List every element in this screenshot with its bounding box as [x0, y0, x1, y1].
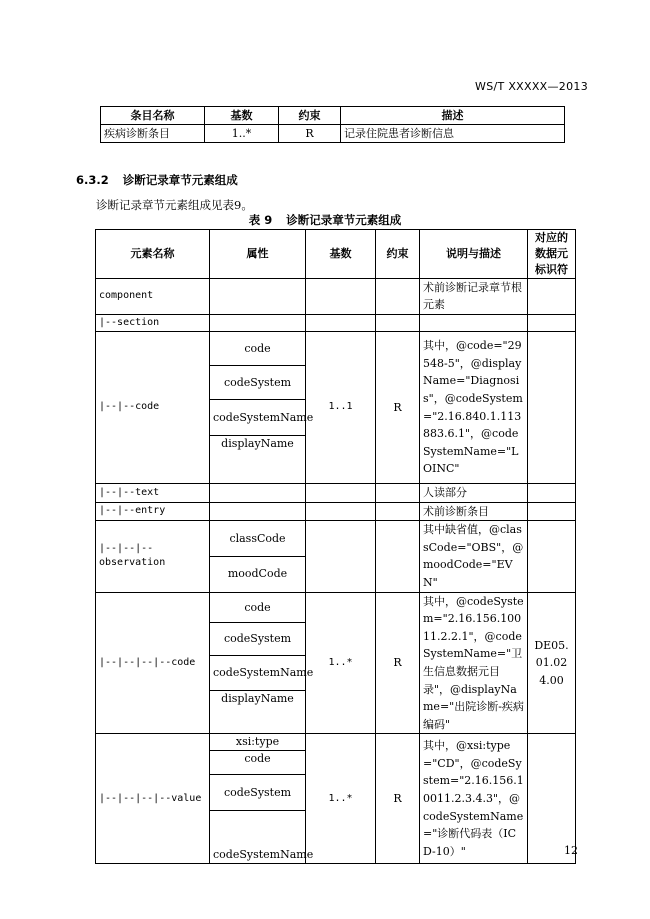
cell-attribute: moodCode — [210, 556, 306, 592]
cell-cardinality: 1..* — [205, 125, 279, 143]
table-caption — [0, 212, 650, 228]
col-constraint: 约束 — [279, 107, 341, 125]
element-table-header — [96, 230, 576, 279]
cell-attribute: codeSystemName — [210, 400, 306, 436]
cell-element-name: |--|--|--|--code — [96, 592, 210, 734]
cell-element-name: |--|--|--|--value — [96, 734, 210, 864]
cell-description: 人读部分 — [420, 484, 528, 503]
cell-attribute: displayName — [210, 436, 306, 484]
cell-description: 其中缺省值，@classCode="OBS"，@moodCode="EVN" — [420, 521, 528, 592]
col-description: 描述 — [341, 107, 565, 125]
table-row — [96, 521, 576, 557]
table-row — [96, 315, 576, 332]
col-data-element-id: 对应的数据元标识符 — [528, 230, 576, 279]
cell-attribute: codeSystem — [210, 366, 306, 400]
cell-attribute: code — [210, 592, 306, 623]
element-table — [95, 229, 576, 864]
cell-data-element-id: DE05.01.024.00 — [528, 592, 576, 734]
cell-element-name: |--|--|--observation — [96, 521, 210, 592]
col-constraint: 约束 — [376, 230, 420, 279]
col-cardinality: 基数 — [205, 107, 279, 125]
table-row — [101, 125, 565, 143]
table-row — [96, 734, 576, 751]
cell-attribute: xsi:type — [210, 734, 306, 751]
cell-attribute: classCode — [210, 521, 306, 557]
cell-cardinality: 1..* — [306, 734, 376, 864]
cell-description: 其中，@codeSystem="2.16.156.10011.2.2.1"，@codeSystemName="卫生信息数据元目录"，@displayName="出院诊断-疾病编码" — [420, 592, 528, 734]
page-number: 12 — [564, 844, 578, 857]
section-number: 6.3.2 — [76, 173, 109, 187]
cell-element-name: |--section — [96, 315, 210, 332]
cell-element-name: |--|--entry — [96, 502, 210, 521]
table-row — [96, 502, 576, 521]
cell-element-name: component — [96, 278, 210, 314]
cell-attribute: code — [210, 751, 306, 775]
cell-attribute: codeSystem — [210, 775, 306, 811]
cell-constraint: R — [376, 332, 420, 484]
table-row — [96, 278, 576, 314]
col-item-name: 条目名称 — [101, 107, 205, 125]
cell-constraint: R — [279, 125, 341, 143]
body-paragraph: 诊断记录章节元素组成见表9。 — [96, 198, 253, 212]
table-row — [96, 484, 576, 503]
col-attribute: 属性 — [210, 230, 306, 279]
caption-label: 表 9 — [248, 213, 273, 227]
cell-constraint: R — [376, 734, 420, 864]
item-table — [100, 106, 565, 143]
cell-description: 术前诊断条目 — [420, 502, 528, 521]
cell-cardinality: 1..1 — [306, 332, 376, 484]
cell-attribute: code — [210, 332, 306, 366]
cell-attribute: codeSystemName — [210, 656, 306, 691]
section-heading — [76, 172, 238, 188]
cell-cardinality: 1..* — [306, 592, 376, 734]
table-row — [96, 332, 576, 366]
cell-attribute: codeSystem — [210, 623, 306, 656]
cell-element-name: |--|--code — [96, 332, 210, 484]
col-element-name: 元素名称 — [96, 230, 210, 279]
col-cardinality: 基数 — [306, 230, 376, 279]
cell-attribute: codeSystemName — [210, 811, 306, 864]
col-description: 说明与描述 — [420, 230, 528, 279]
cell-item-name: 疾病诊断条目 — [101, 125, 205, 143]
table-row — [96, 592, 576, 623]
cell-element-name: |--|--text — [96, 484, 210, 503]
doc-code-header: WS/T XXXXX—2013 — [475, 80, 588, 93]
caption-title: 诊断记录章节元素组成 — [286, 213, 402, 227]
section-title: 诊断记录章节元素组成 — [122, 173, 238, 187]
cell-description: 术前诊断记录章节根元素 — [420, 278, 528, 314]
cell-description: 其中，@xsi:type="CD"，@codeSystem="2.16.156.10011.2.3.4.3"，@codeSystemName="诊断代码表（ICD-10）" — [420, 734, 528, 864]
item-table-header — [101, 107, 565, 125]
cell-description: 记录住院患者诊断信息 — [341, 125, 565, 143]
cell-description: 其中，@code="29548-5"，@displayName="Diagnosis"，@codeSystem="2.16.840.1.113883.6.1"，@codeSystemName="LOINC" — [420, 332, 528, 484]
cell-constraint: R — [376, 592, 420, 734]
cell-attribute: displayName — [210, 691, 306, 734]
